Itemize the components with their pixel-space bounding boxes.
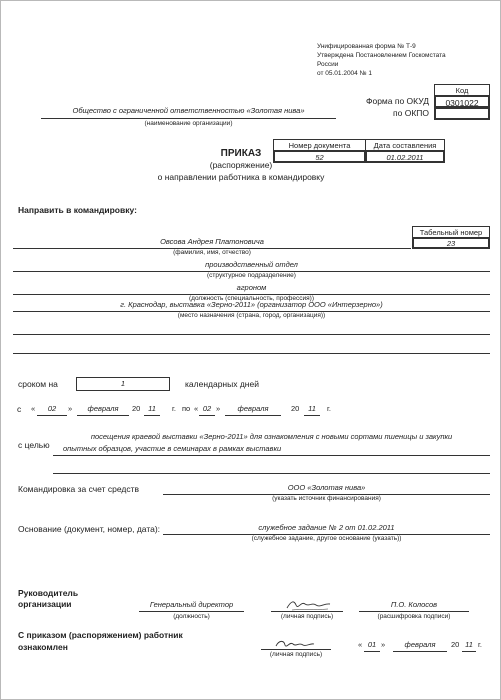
to-day-underline xyxy=(199,415,215,416)
blank-line-1 xyxy=(13,334,490,335)
okpo-label: по ОКПО xyxy=(393,108,429,118)
employee-department: производственный отдел xyxy=(205,260,298,269)
ack-year: 11 xyxy=(465,640,473,649)
blank-line-2 xyxy=(13,353,490,354)
from-year-prefix: 20 xyxy=(132,404,141,413)
from-day: 02 xyxy=(47,404,57,413)
position-caption: (должность (специальность, профессия)) xyxy=(188,295,314,302)
department-caption: (структурное подразделение) xyxy=(207,272,296,279)
from-year: 11 xyxy=(148,404,156,413)
to-month-underline xyxy=(225,415,281,416)
trip-destination: г. Краснодар, выставка «Зерно-2011» (организатор ООО «Интерзерно») xyxy=(120,300,383,309)
goal-label: с целью xyxy=(18,440,50,450)
from-day-underline xyxy=(37,415,67,416)
head-label-line-2: организации xyxy=(18,599,72,609)
goal-underline-1 xyxy=(53,455,490,456)
ack-year-suffix: г. xyxy=(478,640,482,649)
from-month-underline xyxy=(77,415,129,416)
from-year-suffix: г. xyxy=(172,404,176,413)
from-label: с xyxy=(17,404,22,414)
doc-date-value: 01.02.2011 xyxy=(365,150,445,163)
from-month: февраля xyxy=(87,404,119,413)
ack-day: 01 xyxy=(367,640,377,649)
ack-year-prefix: 20 xyxy=(451,640,460,649)
organization-caption: (наименование организации) xyxy=(144,120,233,127)
code-header: Код xyxy=(434,84,490,96)
basis-value: служебное задание № 2 от 01.02.2011 xyxy=(258,523,395,532)
head-label-line-1: Руководитель xyxy=(18,588,79,598)
approval-line-2: Утверждена Постановлением Госкомстата xyxy=(317,52,446,59)
document-title: ПРИКАЗ xyxy=(220,148,262,159)
destination-caption: (место назначения (страна, город, организация)) xyxy=(177,312,326,319)
okud-code-cell: 0301022 xyxy=(434,95,490,108)
ack-lq: « xyxy=(358,640,363,649)
send-label: Направить в командировку: xyxy=(18,205,137,215)
head-position-caption: (должность) xyxy=(173,613,210,620)
ack-month-underline xyxy=(393,651,447,652)
tab-number-header: Табельный номер xyxy=(412,226,490,238)
to-lq: « xyxy=(194,404,199,413)
okpo-code-cell xyxy=(434,107,490,120)
ack-year-underline xyxy=(462,651,476,652)
to-year-prefix: 20 xyxy=(291,404,300,413)
approval-line-4: от 05.01.2004 № 1 xyxy=(317,70,372,77)
acknowledge-label-line-2: ознакомлен xyxy=(18,642,68,652)
ack-month: февраля xyxy=(404,640,436,649)
goal-line-1: посещения краевой выставки «Зерно-2011» для ознакомления с новыми сортами пшеницы и закупки xyxy=(90,432,453,441)
to-rq: » xyxy=(216,404,221,413)
okud-label: Форма по ОКУД xyxy=(366,96,429,106)
from-year-underline xyxy=(144,415,160,416)
from-rq: » xyxy=(68,404,73,413)
basis-label: Основание (документ, номер, дата): xyxy=(18,524,161,534)
term-unit: календарных дней xyxy=(185,379,259,389)
goal-line-2: опытных образцов, участие в семинарах в рамках выставки xyxy=(63,444,282,453)
organization-name: Общество с ограниченной ответственностью «Золотая нива» xyxy=(72,106,305,115)
doc-date-header: Дата составления xyxy=(365,139,445,151)
goal-underline-2 xyxy=(53,473,490,474)
to-year-suffix: г. xyxy=(327,404,331,413)
document-subtitle: (распоряжение) xyxy=(209,160,273,170)
to-year-underline xyxy=(304,415,320,416)
employee-position: агроном xyxy=(236,283,267,292)
head-decoding: П.О. Колосов xyxy=(390,600,438,609)
funding-caption: (указать источник финансирования) xyxy=(272,495,381,502)
head-decoding-underline xyxy=(359,611,469,612)
head-position: Генеральный директор xyxy=(149,600,234,609)
tab-number-value: 23 xyxy=(412,237,490,249)
to-month: февраля xyxy=(237,404,269,413)
head-signature-underline xyxy=(271,611,343,612)
organization-underline xyxy=(41,118,336,119)
employee-name-caption: (фамилия, имя, отчество) xyxy=(173,249,251,256)
approval-line-1: Унифицированная форма № Т-9 xyxy=(317,43,416,50)
term-value: 1 xyxy=(120,379,126,388)
to-label: по xyxy=(182,404,191,413)
document-purpose: о направлении работника в командировку xyxy=(157,172,325,182)
employee-name: Овсова Андрея Платоновича xyxy=(160,237,264,246)
basis-caption: (служебное задание, другое основание (указать)) xyxy=(251,535,402,542)
from-lq: « xyxy=(31,404,36,413)
ack-day-underline xyxy=(364,651,380,652)
funding-label: Командировка за счет средств xyxy=(18,484,140,494)
doc-number-header: Номер документа xyxy=(273,139,366,151)
head-decoding-caption: (расшифровка подписи) xyxy=(377,613,451,620)
term-label: сроком на xyxy=(18,379,58,389)
acknowledge-label-line-1: С приказом (распоряжением) работник xyxy=(18,630,183,640)
doc-number-value: 52 xyxy=(273,150,366,163)
employee-signature-caption: (личная подпись) xyxy=(269,651,323,658)
to-year: 11 xyxy=(308,404,316,413)
approval-line-3: России xyxy=(317,61,339,68)
to-day: 02 xyxy=(202,404,212,413)
head-position-underline xyxy=(139,611,244,612)
head-signature-caption: (личная подпись) xyxy=(280,613,334,620)
funding-value: ООО «Золотая нива» xyxy=(287,483,366,492)
employee-signature-underline xyxy=(261,649,331,650)
ack-rq: » xyxy=(381,640,386,649)
